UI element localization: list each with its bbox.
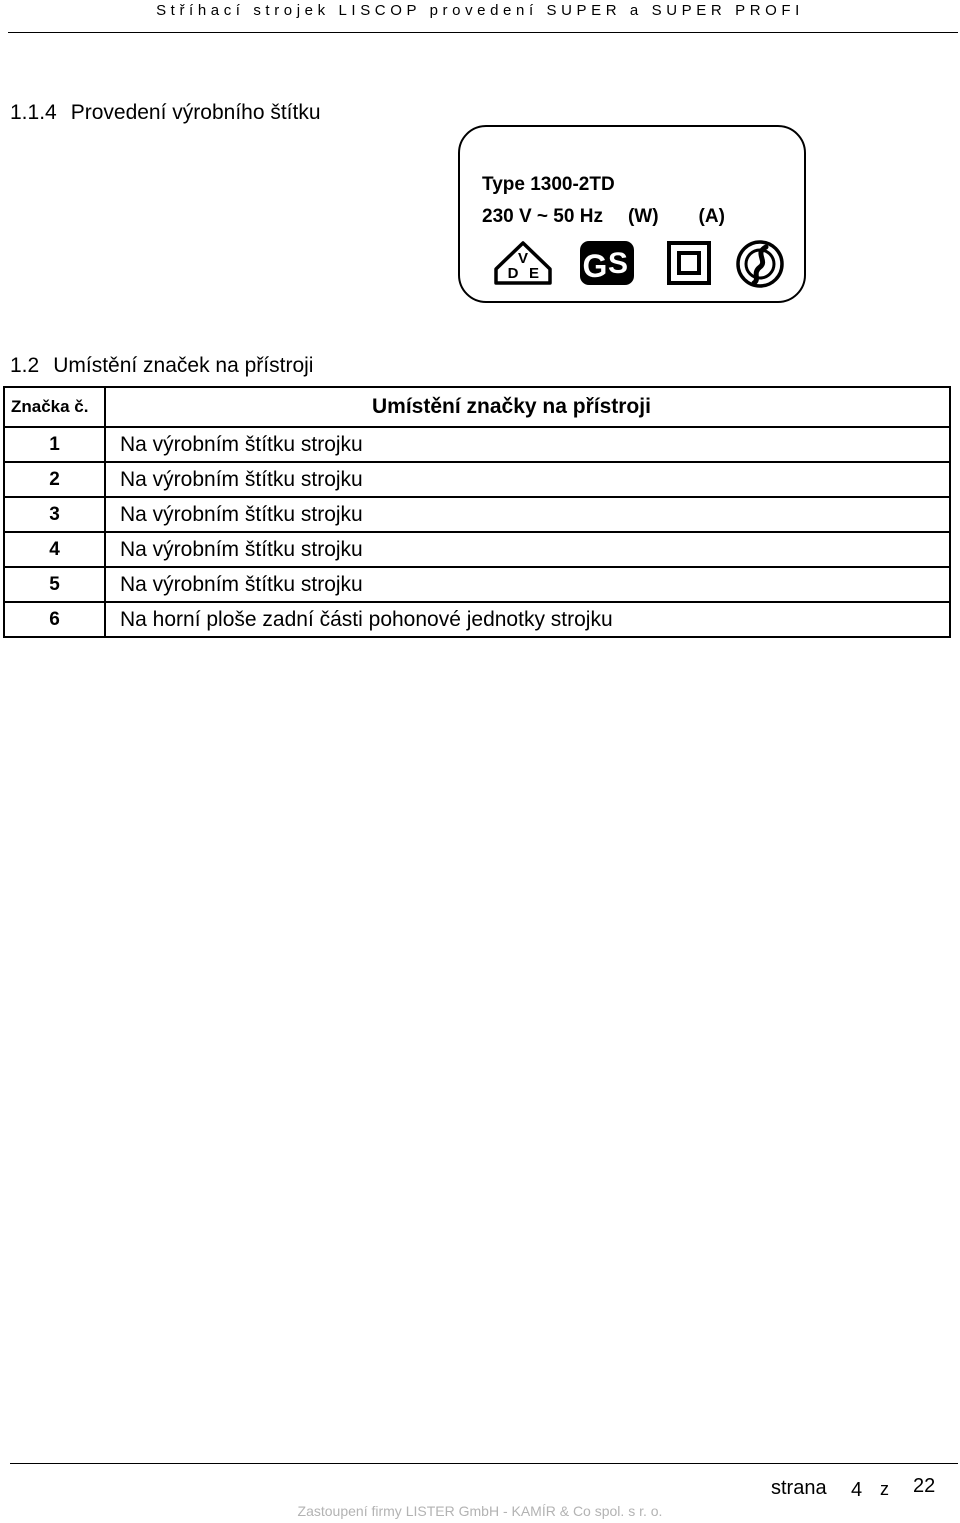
mark-location: Na výrobním štítku strojku [105, 462, 950, 497]
vde-mark-icon [492, 239, 554, 287]
table-row [4, 497, 950, 532]
page-label: strana [771, 1477, 827, 1499]
interference-suppression-icon [734, 239, 786, 289]
header-divider [8, 32, 958, 33]
section-title: Umístění značek na přístroji [53, 354, 314, 377]
mark-number: 4 [4, 532, 105, 567]
table-header-row [4, 387, 950, 427]
section-heading-plate [10, 101, 321, 125]
mark-number: 3 [4, 497, 105, 532]
table-row [4, 532, 950, 567]
section-number: 1.2 [10, 354, 40, 377]
mark-location: Na výrobním štítku strojku [105, 427, 950, 462]
table-row [4, 602, 950, 637]
mark-location: Na výrobním štítku strojku [105, 532, 950, 567]
mark-number: 1 [4, 427, 105, 462]
vde-letter-d: D [507, 265, 519, 282]
table-row [4, 427, 950, 462]
double-insulation-icon [666, 239, 712, 287]
mark-number: 5 [4, 567, 105, 602]
column-header-location: Umístění značky na přístroji [105, 387, 950, 427]
gs-letter-s: S [607, 247, 629, 280]
plate-watts: (W) [627, 206, 659, 227]
table-row [4, 567, 950, 602]
gs-mark-icon [578, 239, 636, 287]
running-header: Stříhací strojek LISCOP provedení SUPER a SUPER PROFI [156, 2, 804, 19]
plate-type-line: Type 1300-2TD [482, 174, 615, 195]
gs-letter-g: G [582, 248, 608, 284]
vde-letter-v: V [517, 250, 529, 267]
table-row [4, 462, 950, 497]
column-header-mark-number: Značka č. [4, 387, 105, 427]
marks-table [3, 386, 951, 638]
page-total: 22 [913, 1475, 936, 1497]
page-current: 4 [851, 1479, 863, 1501]
footer-company: Zastoupení firmy LISTER GmbH - KAMÍR & Co spol. s r. o. [297, 1503, 663, 1519]
section-title: Provedení výrobního štítku [70, 101, 321, 124]
plate-amps: (A) [698, 206, 725, 227]
plate-voltage: 230 V ~ 50 Hz [482, 206, 603, 227]
section-heading-marks [10, 354, 313, 378]
rating-plate [458, 125, 806, 303]
vde-letter-e: E [528, 265, 540, 282]
page-separator: z [880, 1479, 889, 1499]
mark-number: 6 [4, 602, 105, 637]
mark-location: Na horní ploše zadní části pohonové jednotky strojku [105, 602, 950, 637]
section-number: 1.1.4 [10, 101, 57, 124]
mark-location: Na výrobním štítku strojku [105, 567, 950, 602]
footer-divider [10, 1463, 958, 1464]
mark-location: Na výrobním štítku strojku [105, 497, 950, 532]
plate-rating-line [482, 206, 725, 228]
mark-number: 2 [4, 462, 105, 497]
